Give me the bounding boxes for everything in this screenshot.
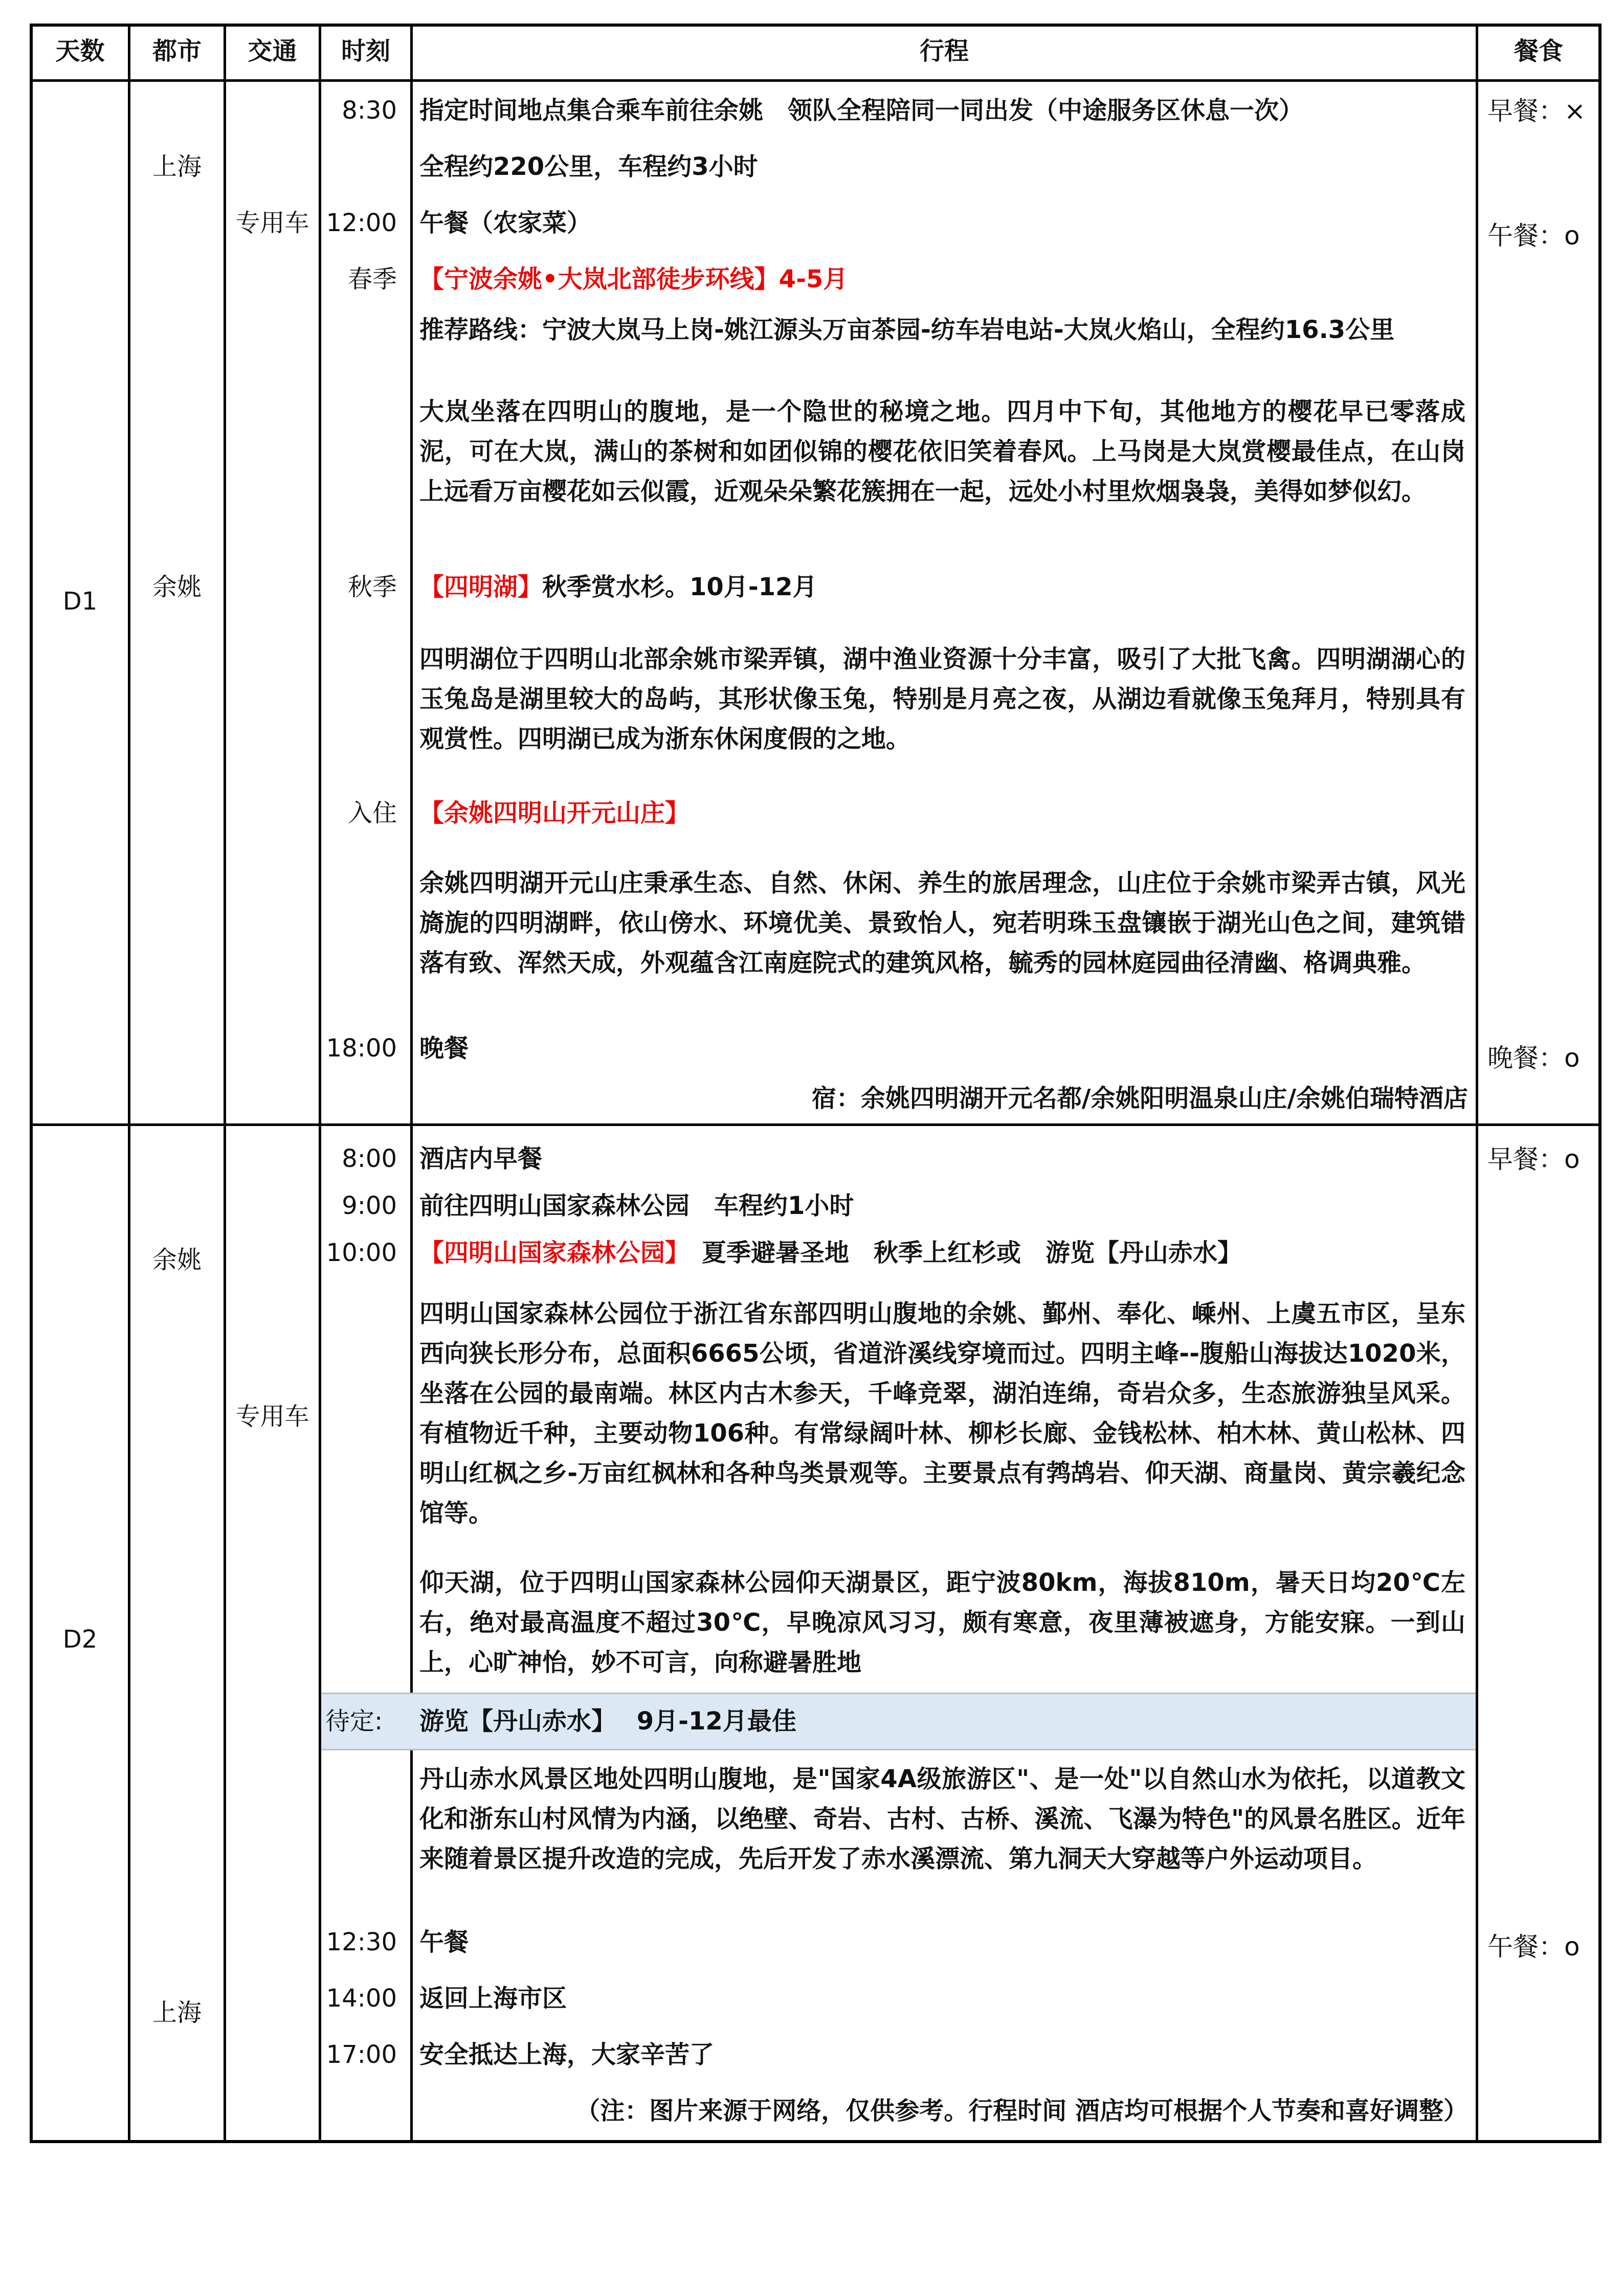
d2-park-title-rest: 夏季避暑圣地 秋季上红杉或 游览【丹山赤水】 [677, 1239, 1242, 1267]
d2-return-text: 返回上海市区 [419, 1984, 567, 2013]
header-itinerary: 行程 [919, 37, 969, 65]
d2-breakfast-text: 酒店内早餐 [419, 1144, 543, 1173]
pending-bottom-rule [321, 1749, 1476, 1750]
d1-transport: 专用车 [235, 209, 309, 237]
pending-top-rule [321, 1693, 1476, 1694]
d2-time-1230: 12:30 [326, 1928, 397, 1956]
d1-stay-text: 宿：余姚四明湖开元名都/余姚阳明温泉山庄/余姚伯瑞特酒店 [811, 1084, 1468, 1113]
d1-checkin-title: 【余姚四明山开元山庄】 [419, 799, 690, 827]
day-divider [30, 1123, 1601, 1126]
col-divider [1476, 24, 1478, 2143]
d1-autumn-title-red: 【四明湖】 [419, 573, 543, 601]
col-divider [224, 24, 226, 2143]
d1-autumn-title [419, 573, 817, 601]
d1-autumn-desc: 四明湖位于四明山北部余姚市梁弄镇，湖中渔业资源十分丰富，吸引了大批飞禽。四明湖湖心的玉兔岛是湖里较大的岛屿，其形状像玉兔，特别是月亮之夜，从湖边看就像玉兔拜月，特别具有观赏性。四明湖已成为浙东休闲度假的之地。 [419, 645, 1465, 753]
d1-autumn-title-rest: 秋季赏水杉。10月-12月 [542, 573, 817, 601]
d1-time-1200: 12:00 [326, 209, 397, 237]
d1-lunch-text: 午餐（农家菜） [419, 209, 592, 237]
d2-park-title-red: 【四明山国家森林公园】 [419, 1239, 678, 1267]
d1-city-start: 上海 [152, 152, 202, 181]
d1-distance-text: 全程约220公里，车程约3小时 [419, 152, 758, 181]
header-divider [30, 79, 1601, 82]
d2-lunch-text: 午餐 [419, 1928, 469, 1956]
col-divider [128, 24, 130, 2143]
d2-pending-label: 待定: [325, 1707, 383, 1736]
d1-meal-dinner: 晚餐：o [1487, 1043, 1580, 1073]
d1-depart-text: 指定时间地点集合乘车前往余姚 领队全程陪同一同出发（中途服务区休息一次） [419, 96, 1304, 125]
d1-meal-breakfast: 早餐：× [1487, 96, 1586, 126]
d2-park-desc: 四明山国家森林公园位于浙江省东部四明山腹地的余姚、鄞州、奉化、嵊州、上虞五市区，呈东西向狭长形分布，总面积6665公顷，省道浒溪线穿境而过。四明主峰--腹船山海拔达1020米，坐落在公园的最南端。林区内古木参天，千峰竞翠，湖泊连绵，奇岩众多，生态旅游独呈风采。有植物近千种，主要动物106种。有常绿阔叶林、柳杉长廊、金钱松林、柏木林、黄山松林、四明山红枫之乡-万亩红枫林和各种鸟类景观等。主要景点有鹁鸪岩、仰天湖、商量岗、黄宗羲纪念馆等。 [419, 1299, 1465, 1527]
d1-time-0830: 8:30 [342, 96, 397, 125]
d1-city-main: 余姚 [152, 573, 202, 601]
header-day: 天数 [55, 37, 105, 65]
d2-arrive-text: 安全抵达上海，大家辛苦了 [419, 2040, 715, 2069]
d2-city-start: 余姚 [152, 1246, 202, 1274]
col-divider [319, 24, 321, 2143]
d2-park-title [419, 1239, 1242, 1267]
header-transport: 交通 [248, 37, 297, 65]
d2-time-1400: 14:00 [326, 1984, 397, 2013]
d2-meal-lunch: 午餐：o [1487, 1932, 1580, 1962]
d1-day-label: D1 [62, 587, 98, 616]
d1-checkin-desc: 余姚四明湖开元山庄秉承生态、自然、休闲、养生的旅居理念，山庄位于余姚市梁弄古镇，风光旖旎的四明湖畔，依山傍水、环境优美、景致怡人，宛若明珠玉盘镶嵌于湖光山色之间，建筑错落有致、浑然天成，外观蕴含江南庭院式的建筑风格，毓秀的园林庭园曲径清幽、格调典雅。 [419, 869, 1465, 977]
d2-time-0800: 8:00 [342, 1144, 397, 1173]
d1-spring-route: 推荐路线：宁波大岚马上岗-姚江源头万亩茶园-纺车岩电站-大岚火焰山，全程约16.3公里 [419, 316, 1395, 344]
d2-pending-title: 游览【丹山赤水】 9月-12月最佳 [419, 1707, 796, 1736]
d2-meal-breakfast: 早餐：o [1487, 1144, 1580, 1174]
d2-day-label: D2 [62, 1625, 98, 1654]
d2-note-text: （注：图片来源于网络，仅供参考。行程时间 酒店均可根据个人节奏和喜好调整） [575, 2097, 1468, 2125]
d2-transfer-text: 前往四明山国家森林公园 车程约1小时 [419, 1191, 854, 1220]
header-time: 时刻 [341, 37, 390, 65]
header-city: 都市 [152, 37, 202, 65]
d1-spring-title: 【宁波余姚•大岚北部徒步环线】4-5月 [419, 265, 848, 294]
d1-meal-lunch: 午餐：o [1487, 221, 1580, 251]
d1-time-1800: 18:00 [326, 1034, 397, 1063]
d2-city-end: 上海 [152, 1998, 202, 2027]
d2-time-1000: 10:00 [326, 1239, 397, 1267]
d2-transport: 专用车 [235, 1402, 309, 1431]
d1-spring-desc: 大岚坐落在四明山的腹地，是一个隐世的秘境之地。四月中下旬，其他地方的樱花早已零落成泥，可在大岚，满山的茶树和如团似锦的樱花依旧笑着春风。上马岗是大岚赏樱最佳点，在山岗上远看万亩樱花如云似霞，近观朵朵繁花簇拥在一起，远处小村里炊烟袅袅，美得如梦似幻。 [419, 397, 1465, 506]
d1-dinner-text: 晚餐 [419, 1034, 469, 1063]
d2-time-1700: 17:00 [326, 2040, 397, 2069]
d2-pending-desc: 丹山赤水风景区地处四明山腹地，是"国家4A级旅游区"、是一处"以自然山水为依托，以道教文化和浙东山村风情为内涵，以绝壁、奇岩、古村、古桥、溪流、飞瀑为特色"的风景名胜区。近年来随着景区提升改造的完成，先后开发了赤水溪漂流、第九洞天大穿越等户外运动项目。 [419, 1765, 1465, 1873]
d1-label-autumn: 秋季 [347, 573, 397, 601]
d2-time-0900: 9:00 [342, 1191, 397, 1220]
d2-lake-desc: 仰天湖，位于四明山国家森林公园仰天湖景区，距宁波80km，海拔810m，暑天日均20℃左右，绝对最高温度不超过30℃，早晚凉风习习，颇有寒意，夜里薄被遮身，方能安寐。一到山上，心旷神怡，妙不可言，向称避暑胜地 [419, 1568, 1465, 1677]
header-meals: 餐食 [1514, 37, 1563, 65]
d1-label-checkin: 入住 [347, 799, 397, 827]
col-divider [410, 24, 413, 2143]
d1-label-spring: 春季 [347, 265, 397, 294]
